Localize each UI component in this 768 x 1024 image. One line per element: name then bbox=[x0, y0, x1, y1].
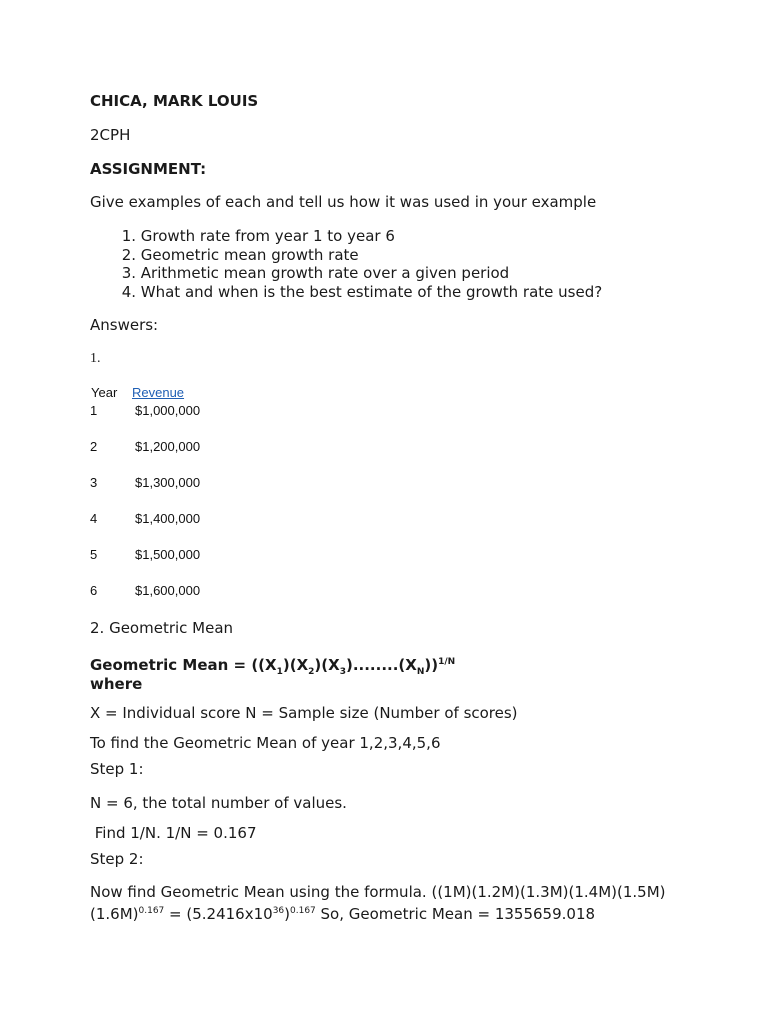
table-cell-revenue: $1,400,000 bbox=[135, 511, 201, 526]
now-find-text: Now find Geometric Mean using the formula. ((1M)(1.2M)(1.3M)(1.4M)(1.5M) bbox=[90, 883, 666, 901]
n-value-text: N = 6, the total number of values. bbox=[90, 794, 347, 812]
table-header-revenue: Revenue bbox=[132, 385, 185, 400]
to-find-text: To find the Geometric Mean of year 1,2,3,4,5,6 bbox=[90, 734, 441, 752]
table-cell-year: 3 bbox=[90, 475, 98, 490]
formula-where: where bbox=[90, 675, 143, 693]
table-cell-revenue: $1,500,000 bbox=[135, 547, 201, 562]
step-1-label: Step 1: bbox=[90, 760, 144, 778]
questions-list bbox=[112, 227, 602, 301]
calculation-result: $(1.6M)^{0.167} = (5.2416x10^{36})^{0.167}$ So, Geometric Mean = 1355659.018 bbox=[90, 905, 596, 923]
instructions-text: Give examples of each and tell us how it was used in your example bbox=[90, 193, 597, 211]
geometric-mean-formula: Geometric Mean = $((X_1)(X_2)(X_3)........(X_N))^{1/N}$ bbox=[90, 656, 456, 677]
table-cell-revenue: $1,300,000 bbox=[135, 475, 201, 490]
answer-2-heading: 2. Geometric Mean bbox=[90, 619, 234, 637]
find-1-over-n-text: Find 1/N. 1/N = 0.167 bbox=[90, 824, 257, 842]
list-item: 1. Growth rate from year 1 to year 6 bbox=[121, 227, 395, 245]
table-cell-year: 6 bbox=[90, 583, 98, 598]
assignment-heading: ASSIGNMENT: bbox=[90, 160, 207, 178]
list-item: 4. What and when is the best estimate of the growth rate used? bbox=[121, 282, 603, 301]
answers-heading: Answers: bbox=[90, 316, 159, 334]
table-cell-year: 2 bbox=[90, 439, 98, 454]
table-cell-year: 4 bbox=[90, 511, 98, 526]
list-item: 2. Geometric mean growth rate bbox=[121, 245, 359, 264]
table-cell-year: 5 bbox=[90, 547, 98, 562]
table-cell-revenue: $1,200,000 bbox=[135, 439, 201, 454]
table-cell-revenue: $1,000,000 bbox=[135, 403, 201, 418]
student-name: CHICA, MARK LOUIS bbox=[90, 92, 259, 110]
answer-1-label: 1. bbox=[90, 351, 101, 366]
table-cell-year: 1 bbox=[90, 403, 98, 418]
step-2-label: Step 2: bbox=[90, 850, 144, 868]
table-header-year: Year bbox=[91, 385, 118, 400]
list-item: 3. Arithmetic mean growth rate over a given period bbox=[121, 264, 510, 282]
table-cell-revenue: $1,600,000 bbox=[135, 583, 201, 598]
section-code: 2CPH bbox=[90, 126, 131, 144]
variable-definitions: X = Individual score N = Sample size (Number of scores) bbox=[90, 704, 518, 722]
